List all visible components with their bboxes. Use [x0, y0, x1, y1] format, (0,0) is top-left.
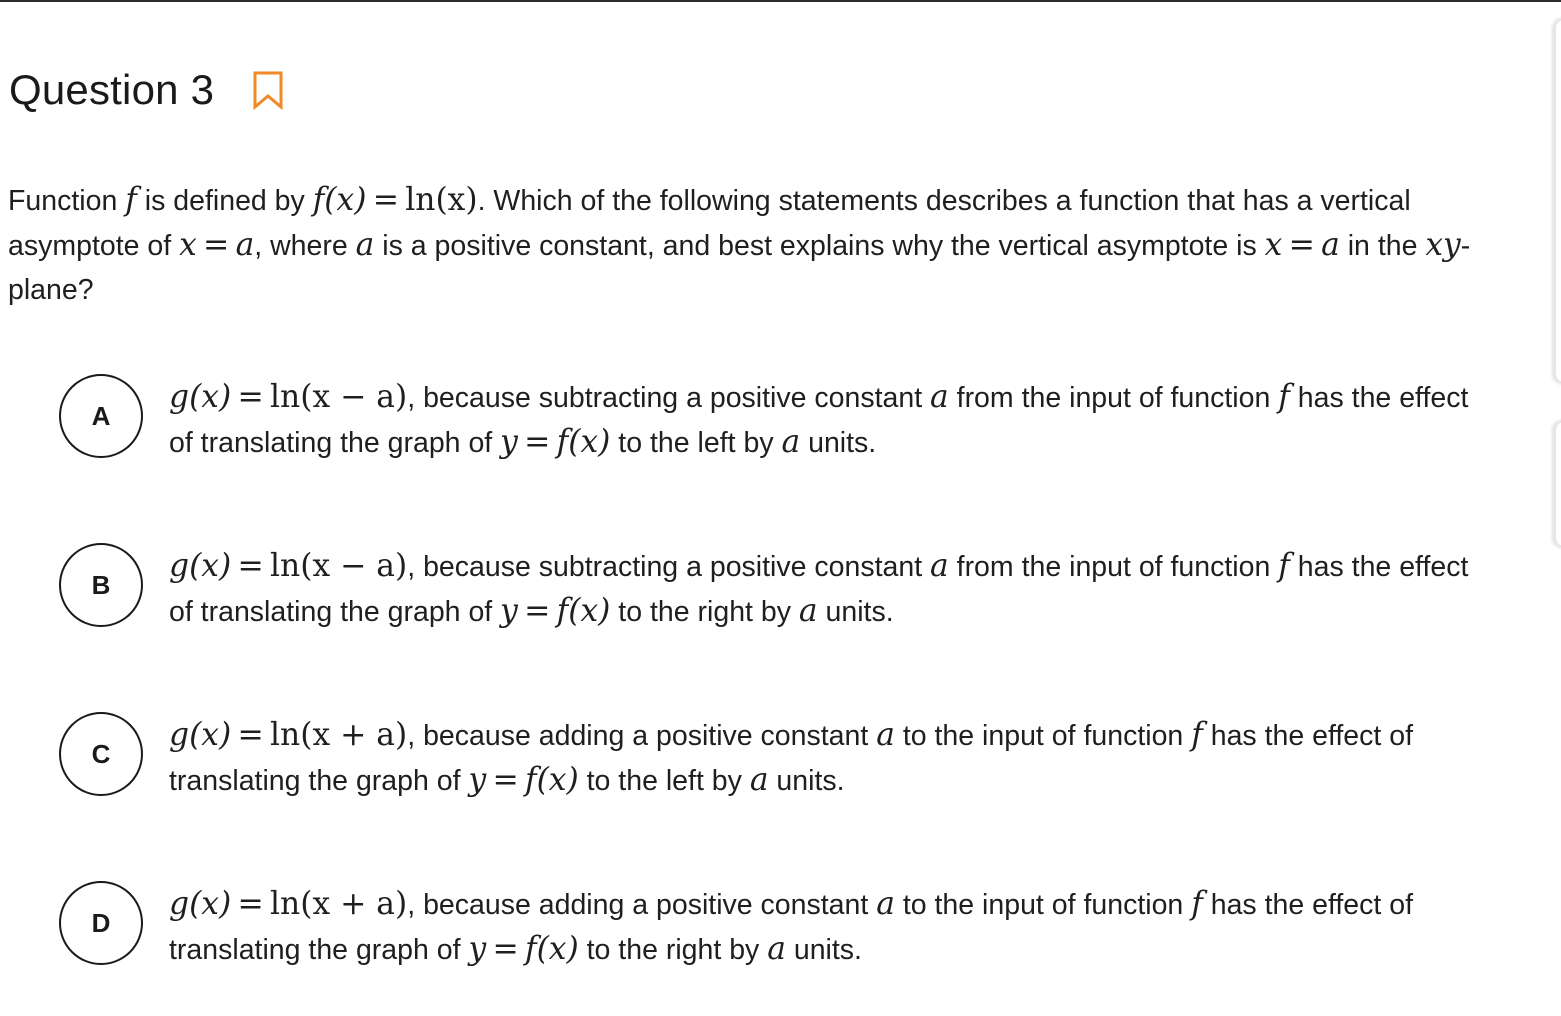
choice-text: g(x) = ln(x − a), because subtracting a positive constant a from the input of function f has the effect of translating the graph of y = f(x) to the right by a units.	[169, 548, 1469, 629]
bookmark-icon[interactable]	[252, 70, 284, 110]
question-stem: Function f is defined by f(x) = ln(x). Which of the following statements describes a function that has a vertical asymptote of x = a, where a is a positive constant, and best explains why the vertical asymptote is x = a in the xy-plane?	[8, 182, 1471, 306]
choice-text: g(x) = ln(x + a), because adding a positive constant a to the input of function f has the effect of translating the graph of y = f(x) to the left by a units.	[169, 717, 1414, 798]
side-panel-edge	[1554, 420, 1561, 548]
answer-choice-a[interactable]	[58, 374, 1478, 466]
answer-choice-d[interactable]	[58, 881, 1478, 973]
question-header	[9, 64, 284, 116]
choice-letter-badge[interactable]: B	[59, 543, 143, 627]
choice-letter-badge[interactable]: C	[59, 712, 143, 796]
question-title: Question 3	[9, 66, 215, 113]
choice-letter-badge[interactable]: D	[59, 881, 143, 965]
choice-text: g(x) = ln(x + a), because adding a positive constant a to the input of function f has the effect of translating the graph of y = f(x) to the right by a units.	[169, 886, 1414, 967]
choice-text: g(x) = ln(x − a), because subtracting a positive constant a from the input of function f has the effect of translating the graph of y = f(x) to the left by a units.	[169, 379, 1469, 460]
answer-choice-c[interactable]	[58, 712, 1478, 804]
choice-letter-badge[interactable]: A	[59, 374, 143, 458]
top-divider	[0, 0, 1561, 2]
answer-choice-b[interactable]	[58, 543, 1478, 635]
side-panel-edge	[1554, 18, 1561, 384]
